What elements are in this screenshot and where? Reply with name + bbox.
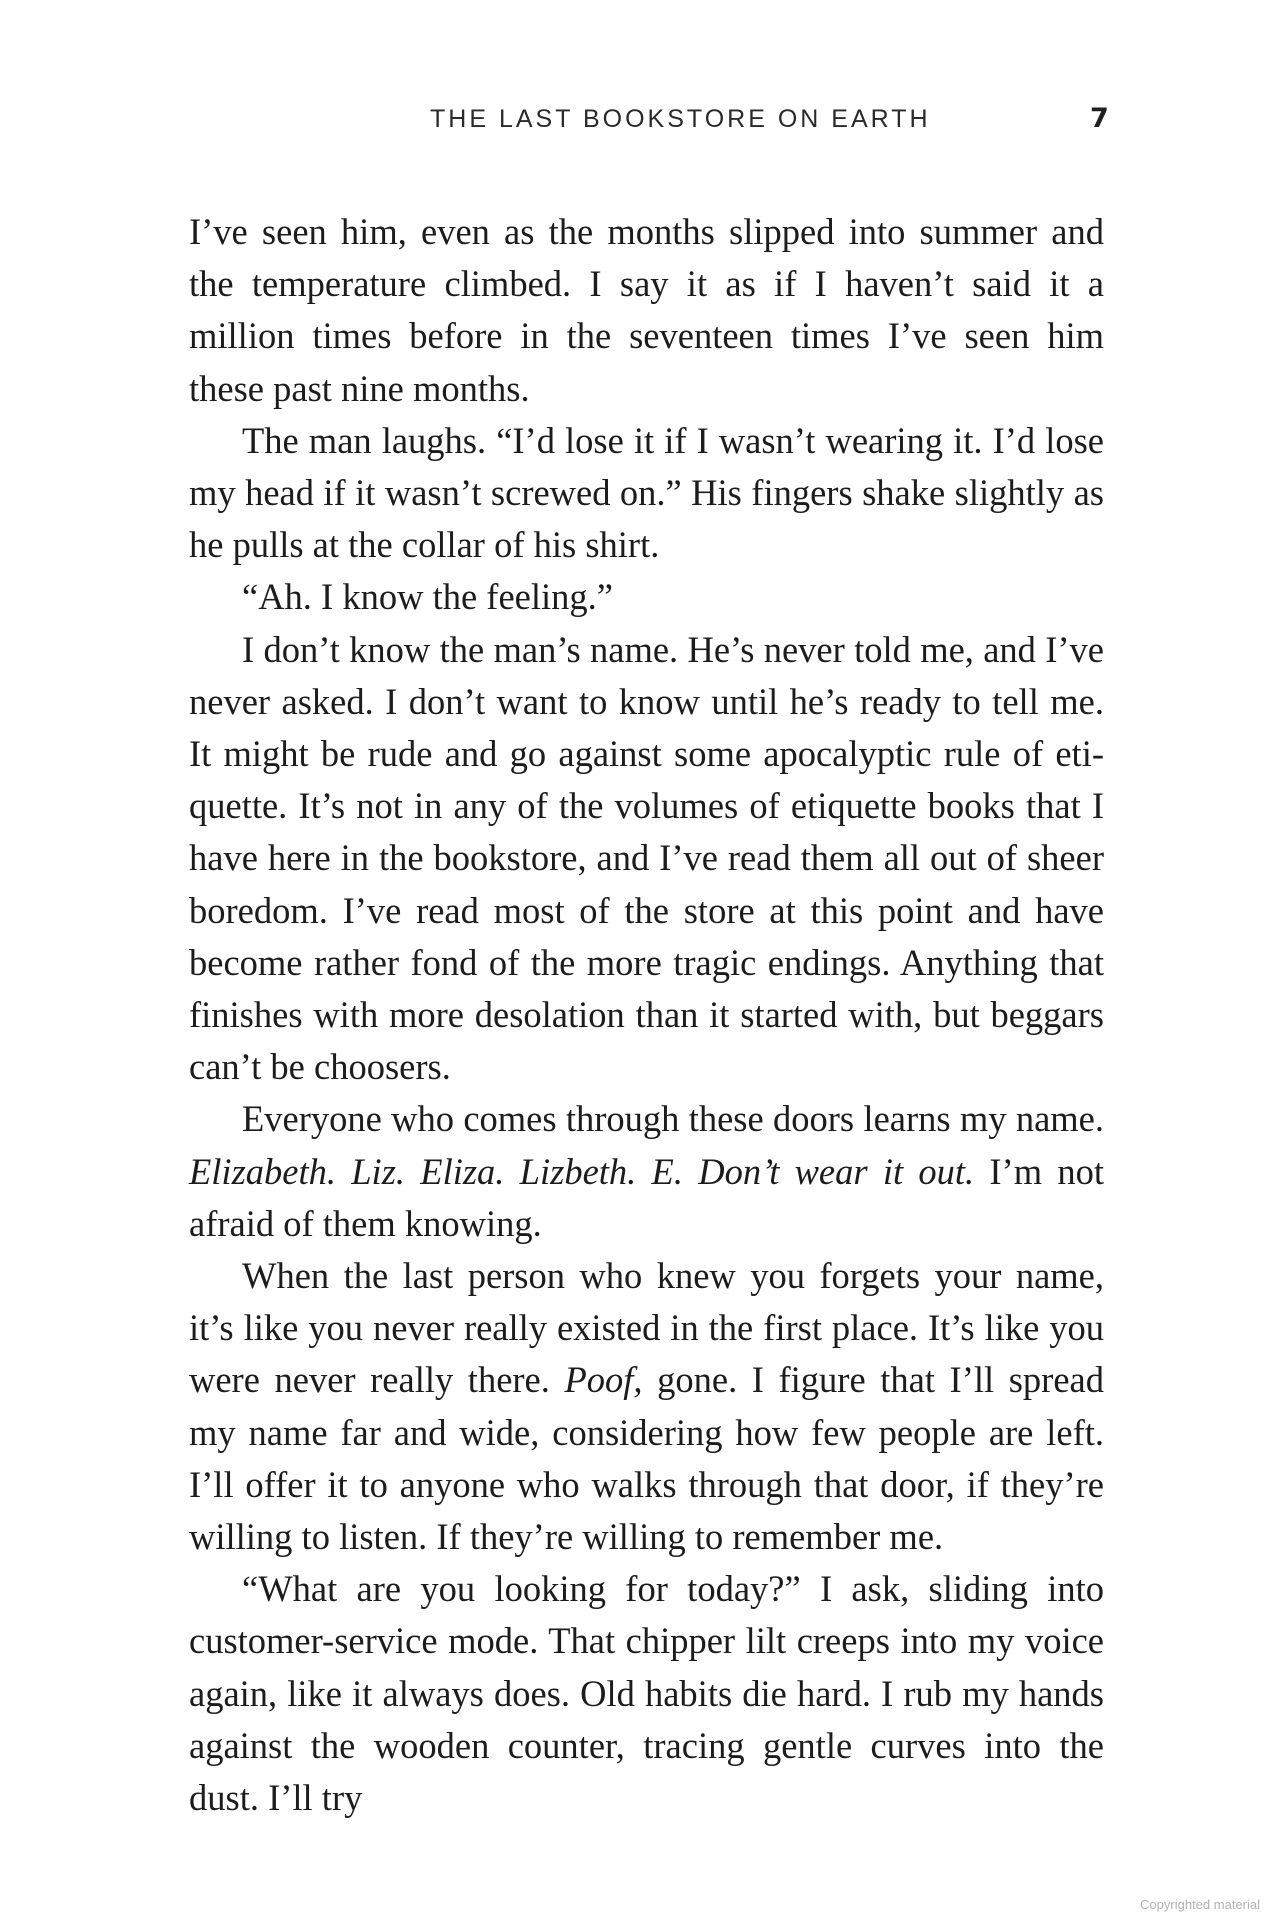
page-number: 7 <box>1090 103 1109 134</box>
paragraph-text: I’m not afraid of them knowing. <box>189 1150 1104 1244</box>
paragraph <box>189 1563 1104 1824</box>
paragraph-text: I don’t know the man’s name. He’s never told me, and I’ve never asked. I don’t want to know until he’s ready to tell me. It might be rude and go against some apocalyptic rule of etiquette. It’s not in any of the volumes of etiquette books that I have here in the bookstore, and I’ve read them all out of sheer boredom. I’ve read most of the store at this point and have become rather fond of the more tragic endings. Anything that finishes with more desolation than it started with, but beggars can’t be choosers. <box>189 628 1104 1088</box>
paragraph-text: “Ah. I know the feeling.” <box>242 576 613 618</box>
paragraph-text: I’ve seen him, even as the months slipped into summer and the temperature climbed. I say it as if I haven’t said it a million times before in the seventeen times I’ve seen him these past nine months. <box>189 211 1104 409</box>
paragraph <box>189 1250 1104 1563</box>
paragraph <box>189 415 1104 572</box>
paragraph <box>189 206 1104 415</box>
paragraph <box>189 624 1104 1094</box>
running-title: THE LAST BOOKSTORE ON EARTH <box>430 105 931 133</box>
paragraph-text: Everyone who comes through these doors learns my name. <box>242 1098 1104 1140</box>
paragraph-text: gone. I figure that I’ll spread my name far and wide, considering how few people are left. I’ll offer it to anyone who walks through that door, if they’re willing to listen. If they’re willing to remember me. <box>189 1359 1104 1558</box>
paragraph-text: When the last person who knew you forgets your name, it’s like you never really existed in the first place. It’s like you were never really there. <box>189 1255 1104 1401</box>
running-head <box>0 105 1280 145</box>
paragraph-text: The man laughs. “I’d lose it if I wasn’t wearing it. I’d lose my head if it wasn’t screwed on.” His fingers shake slightly as he pulls at the collar of his shirt. <box>189 419 1104 566</box>
italic-text: Poof, <box>564 1359 643 1401</box>
italic-text: Elizabeth. Liz. Eliza. Lizbeth. E. Don’t wear it out. <box>189 1150 975 1192</box>
body-text <box>189 206 1104 1824</box>
paragraph <box>189 571 1104 623</box>
copyright-watermark: Copyrighted material <box>1140 1897 1260 1912</box>
paragraph <box>189 1093 1104 1250</box>
paragraph-text: “What are you looking for today?” I ask, sliding into customer-service mode. That chipper lilt creeps into my voice again, like it always does. Old habits die hard. I rub my hands against the wooden counter, tracing gentle curves into the dust. I’ll try <box>189 1568 1104 1819</box>
